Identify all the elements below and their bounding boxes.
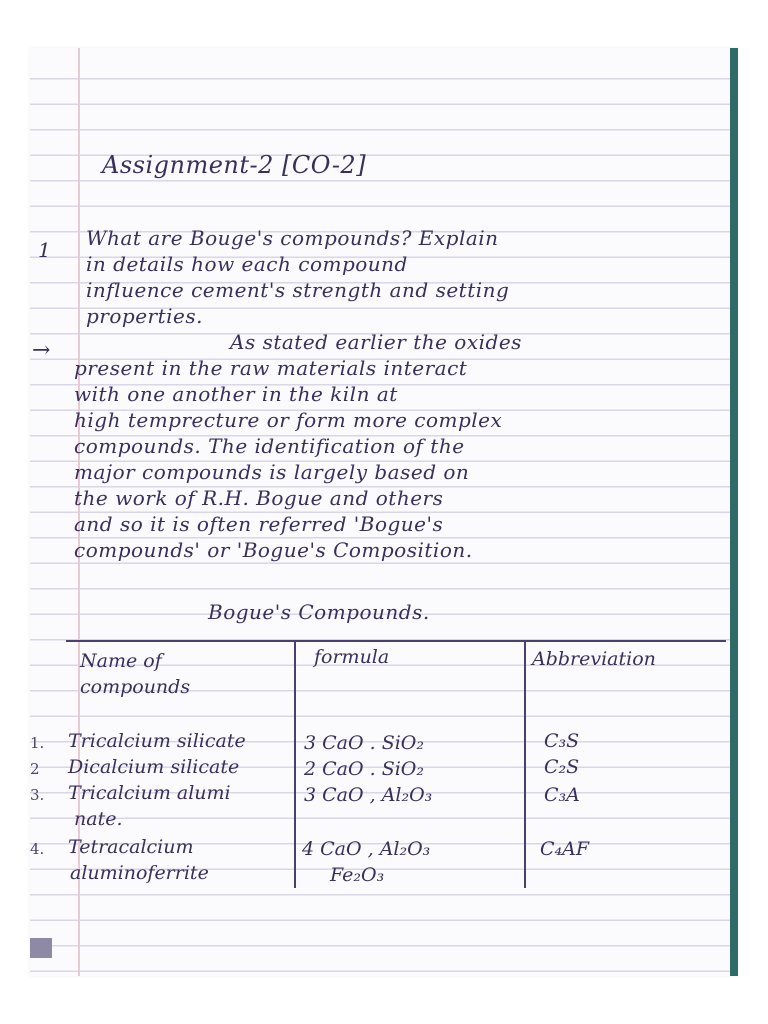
compound-formula: 3 CaO . SiO₂	[304, 732, 424, 754]
question-number: 1	[38, 238, 52, 262]
answer-line: major compounds is largely based on	[74, 460, 470, 484]
table-top-rule	[66, 640, 726, 642]
answer-line: the work of R.H. Bogue and others	[74, 486, 444, 510]
compound-name-continued: nate.	[74, 808, 123, 830]
answer-line: present in the raw materials interact	[74, 356, 468, 380]
compound-abbreviation: C₃S	[544, 730, 580, 752]
compound-formula: 4 CaO , Al₂O₃	[302, 838, 431, 860]
compound-name: Tricalcium silicate	[68, 730, 246, 752]
compound-name: Tricalcium alumi	[68, 782, 231, 804]
table-header-name: Name of	[80, 650, 162, 672]
answer-line: compounds. The identification of the	[74, 434, 465, 458]
question-line: properties.	[86, 304, 203, 328]
answer-line: high temprecture or form more complex	[74, 408, 503, 432]
answer-line: compounds' or 'Bogue's Composition.	[74, 538, 473, 562]
notebook-page	[30, 48, 738, 976]
compound-name-continued: aluminoferrite	[70, 862, 209, 884]
question-line: influence cement's strength and setting	[86, 278, 510, 302]
compound-abbreviation: C₂S	[544, 756, 580, 778]
scanner-stamp	[30, 938, 52, 958]
table-header-formula: formula	[314, 646, 390, 668]
table-header-name: compounds	[80, 676, 191, 698]
compound-formula: 3 CaO , Al₂O₃	[304, 784, 433, 806]
row-number: 2	[30, 760, 40, 778]
question-line: in details how each compound	[86, 252, 408, 276]
compound-abbreviation: C₄AF	[540, 838, 590, 860]
answer-line: with one another in the kiln at	[74, 382, 398, 406]
compound-name: Tetracalcium	[68, 836, 194, 858]
assignment-title: Assignment-2 [CO-2]	[102, 151, 367, 179]
answer-line: As stated earlier the oxides	[230, 330, 522, 354]
row-number: 1.	[30, 734, 45, 752]
column-divider	[294, 640, 296, 888]
compound-name: Dicalcium silicate	[68, 756, 240, 778]
answer-line: and so it is often referred 'Bogue's	[74, 512, 444, 536]
column-divider	[524, 640, 526, 888]
table-header-abbreviation: Abbreviation	[532, 648, 656, 670]
notebook-spine	[730, 48, 738, 976]
compound-formula-continued: Fe₂O₃	[330, 864, 385, 886]
arrow-icon: →	[32, 338, 51, 363]
compound-abbreviation: C₃A	[544, 784, 580, 806]
row-number: 4.	[30, 840, 45, 858]
row-number: 3.	[30, 786, 45, 804]
question-line: What are Bouge's compounds? Explain	[86, 226, 499, 250]
table-title: Bogue's Compounds.	[208, 600, 430, 624]
compound-formula: 2 CaO . SiO₂	[304, 758, 424, 780]
